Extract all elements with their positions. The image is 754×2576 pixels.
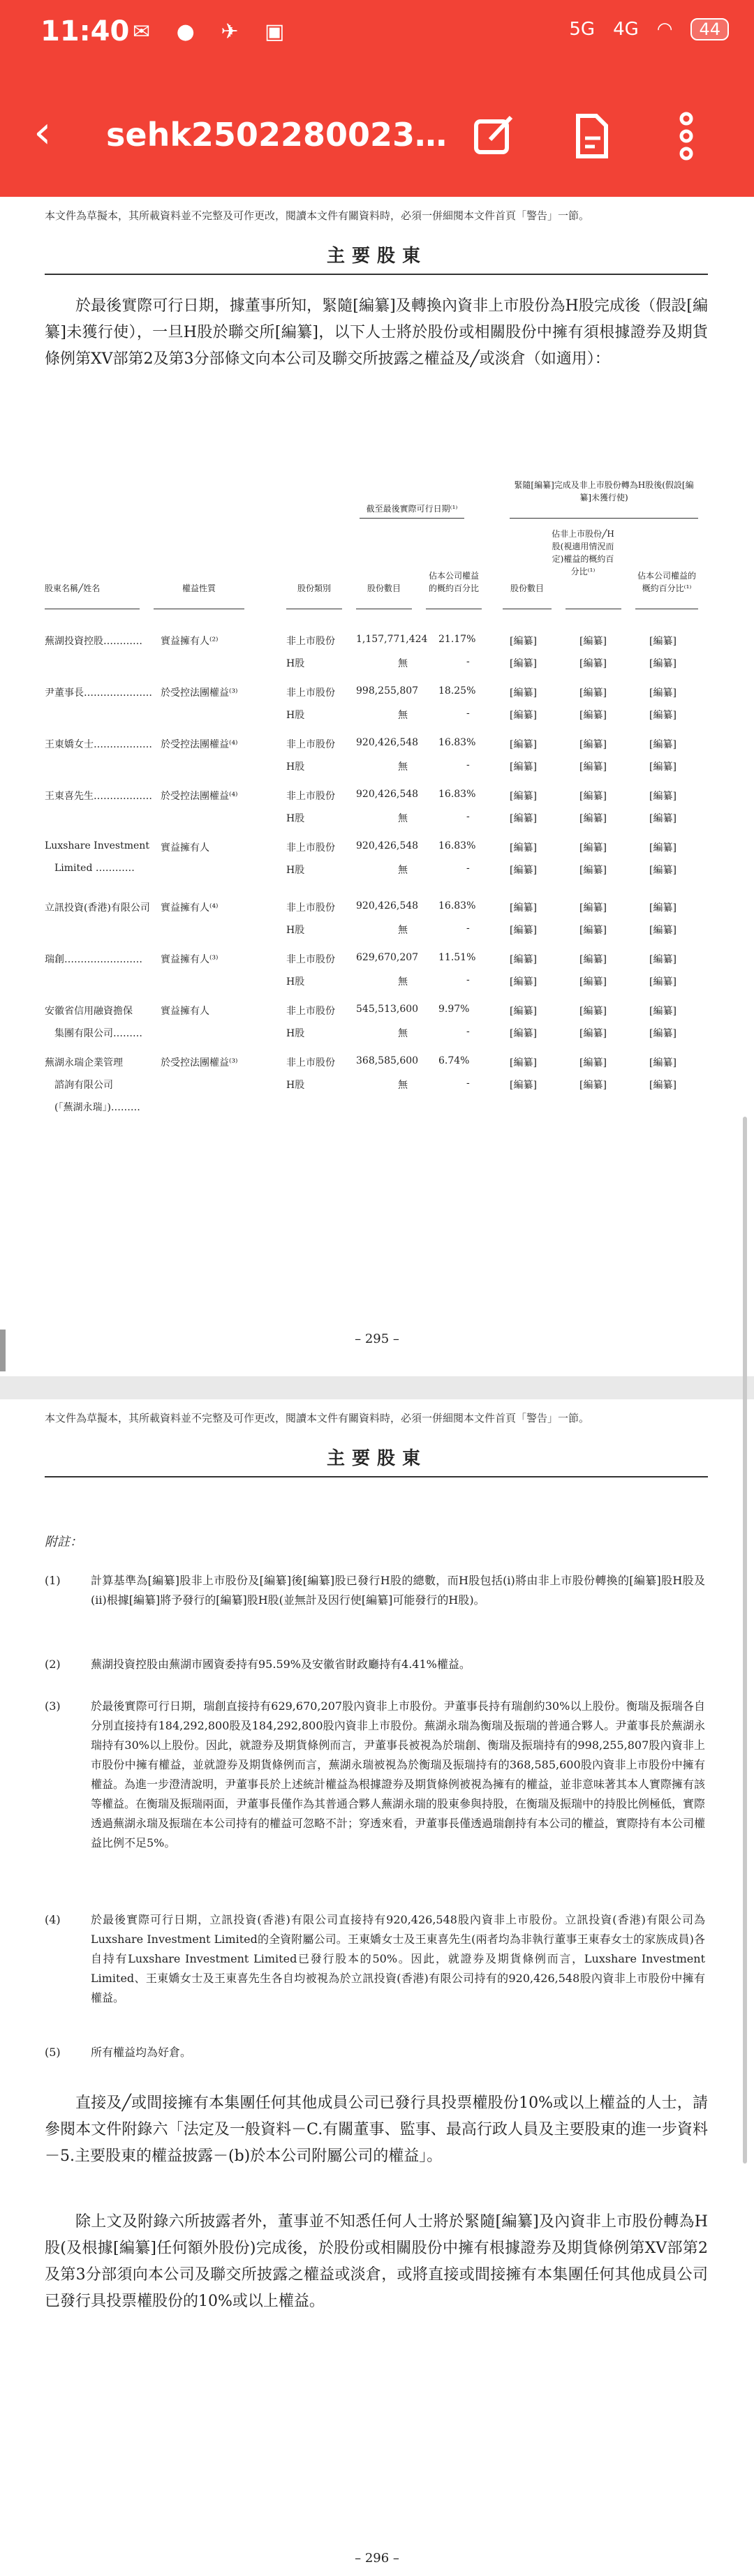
share-percentage: - bbox=[466, 863, 470, 874]
redacted-value: [編纂] bbox=[579, 925, 607, 936]
redacted-value: [編纂] bbox=[649, 636, 677, 647]
document-page-296 bbox=[0, 1399, 754, 2576]
redacted-value: [編纂] bbox=[579, 813, 607, 824]
share-count: 920,426,548 bbox=[356, 789, 419, 800]
redacted-value: [編纂] bbox=[649, 1057, 677, 1069]
header-rule bbox=[360, 518, 464, 519]
app-header bbox=[0, 0, 754, 197]
share-class: H股 bbox=[286, 710, 305, 721]
share-class: 非上市股份 bbox=[286, 902, 335, 914]
draft-warning: 本文件為草擬本，其所載資料並不完整及可作更改，閱讀本文件有關資料時，必須一併細閱本文件首頁「警告」一節。 bbox=[45, 209, 590, 222]
status-time: 11:40 bbox=[40, 15, 130, 47]
shareholder-name: 諮詢有限公司 bbox=[54, 1080, 113, 1091]
share-count: 998,255,807 bbox=[356, 685, 419, 697]
redacted-value: [編纂] bbox=[579, 636, 607, 647]
redacted-value: [編纂] bbox=[579, 658, 607, 669]
section-title: 主要股東 bbox=[326, 1448, 427, 1469]
share-count: 無 bbox=[398, 1028, 408, 1039]
share-percentage: - bbox=[466, 1078, 470, 1089]
notification-icons: ✉ ● ✈ ▣ bbox=[133, 20, 295, 44]
paragraph-interests: 直接及╱或間接擁有本集團任何其他成員公司已發行具投票權股份10%或以上權益的人士，請參閱本文件附錄六「法定及一般資料－C.有關董事、監事、最高行政人員及主要股東的進一步資料－5.主要股東的權益披露－(b)於本公司附屬公司的權益」。 bbox=[45, 2094, 708, 2165]
note-number: (2) bbox=[45, 1658, 61, 1671]
share-percentage: 16.83% bbox=[438, 900, 476, 911]
header-rule bbox=[510, 518, 698, 519]
redacted-value: [編纂] bbox=[579, 687, 607, 699]
redacted-value: [編纂] bbox=[579, 902, 607, 914]
redacted-value: [編纂] bbox=[649, 902, 677, 914]
redacted-value: [編纂] bbox=[510, 813, 537, 824]
document-page-295 bbox=[0, 197, 754, 1376]
note-text: 於最後實際可行日期，立訊投資(香港)有限公司直接持有920,426,548股內資非上市股份。立訊投資(香港)有限公司為Luxshare Investment Limited的全資附屬公司。王東嬌女士及王東喜先生(兩者均為非執行董事王東春女士的家族成員)各自持有Luxshare Investment Limited已發行股本的50%。因此，就證券及期貨條例而言，Luxshare Investment Limited、王東嬌女士及王東喜先生各自均被視為於立訊投資(香港)有限公司持有的920,426,548股內資非上市股份中擁有權益。 bbox=[91, 1913, 705, 2004]
app-bar bbox=[0, 98, 754, 174]
redacted-value: [編纂] bbox=[649, 791, 677, 802]
redacted-value: [編纂] bbox=[510, 1057, 537, 1069]
share-count: 無 bbox=[398, 976, 408, 988]
shareholder-name: 王東喜先生……………… bbox=[45, 791, 152, 802]
share-percentage: 11.51% bbox=[438, 952, 476, 963]
share-count: 368,585,600 bbox=[356, 1055, 419, 1066]
title-rule bbox=[45, 1476, 708, 1477]
share-class: 非上市股份 bbox=[286, 791, 335, 802]
share-class: 非上市股份 bbox=[286, 1006, 335, 1017]
redacted-value: [編纂] bbox=[510, 739, 537, 750]
redacted-value: [編纂] bbox=[510, 791, 537, 802]
redacted-value: [編纂] bbox=[579, 1006, 607, 1017]
intro-paragraph: 於最後實際可行日期，據董事所知，緊隨[編纂]及轉換內資非上市股份為H股完成後（假設[編纂]未獲行使），一旦H股於聯交所[編纂]，以下人士將於股份或相關股份中擁有須根據證券及期貨條例第XV部第2及第3分部條文向本公司及聯交所披露之權益及╱或淡倉（如適用）： bbox=[45, 297, 708, 368]
redacted-value: [編纂] bbox=[579, 842, 607, 854]
share-count: 無 bbox=[398, 1080, 408, 1091]
note-text: 所有權益均為好倉。 bbox=[91, 2046, 192, 2059]
network-5g-icon: 5G bbox=[569, 19, 596, 40]
shareholder-name: 王東嬌女士……………… bbox=[45, 739, 152, 750]
redacted-value: [編纂] bbox=[579, 1028, 607, 1039]
share-count: 無 bbox=[398, 925, 408, 936]
share-class: H股 bbox=[286, 976, 305, 988]
redacted-value: [編纂] bbox=[649, 710, 677, 721]
redacted-value: [編纂] bbox=[510, 842, 537, 854]
redacted-value: [編纂] bbox=[579, 865, 607, 876]
battery-icon: 44 bbox=[690, 18, 729, 40]
share-class: 非上市股份 bbox=[286, 954, 335, 965]
back-arrow-icon[interactable]: ‹ bbox=[34, 107, 52, 158]
share-count: 無 bbox=[398, 865, 408, 876]
section-title: 主要股東 bbox=[326, 246, 427, 267]
redacted-value: [編纂] bbox=[510, 761, 537, 773]
interest-nature: 於受控法團權益⁽⁴⁾ bbox=[161, 791, 238, 802]
note-text: 於最後實際可行日期，瑞創直接持有629,670,207股內資非上市股份。尹董事長持有瑞創約30%以上股份。衡瑞及振瑞各自分別直接持有184,292,800股及184,292,800股內資非上市股份。蕪湖永瑞為衡瑞及振瑞的普通合夥人。尹董事長於蕪湖永瑞持有30%以上股份。因此，就證券及期貨條例而言，尹董事長被視為於瑞創、衡瑞及振瑞持有的998,255,807股內資非上市股份中擁有權益，並就證券及期貨條例而言，蕪湖永瑞被視為於衡瑞及振瑞持有的368,585,600股內資非上市股份中擁有權益。為進一步澄清說明，尹董事長於上述統計權益為根據證券及期貨條例被視為擁有的權益，並非意味著其本人實際擁有該等權益。在衡瑞及振瑞兩面，尹董事長僅作為其普通合夥人蕪湖永瑞的股東參與持股，在衡瑞及振瑞中的持股比例極低，實際透過蕪湖永瑞及振瑞在本公司持有的權益可忽略不計；穿透來看，尹董事長僅透過瑞創持有本公司的權益，實際持有本公司權益比例不足5%。 bbox=[91, 1699, 706, 1849]
col-pct2-header: 佔本公司權益的概約百分比⁽¹⁾ bbox=[637, 571, 696, 593]
share-class: 非上市股份 bbox=[286, 739, 335, 750]
share-count: 無 bbox=[398, 761, 408, 773]
redacted-value: [編纂] bbox=[649, 954, 677, 965]
share-class: 非上市股份 bbox=[286, 1057, 335, 1069]
redacted-value: [編纂] bbox=[510, 954, 537, 965]
interest-nature: 實益擁有人⁽⁴⁾ bbox=[161, 902, 219, 914]
share-class: H股 bbox=[286, 865, 305, 876]
redacted-value: [編纂] bbox=[510, 902, 537, 914]
status-bar bbox=[0, 0, 754, 67]
redacted-value: [編纂] bbox=[649, 687, 677, 699]
interest-nature: 實益擁有人 bbox=[161, 842, 209, 854]
share-percentage: - bbox=[466, 811, 470, 822]
shareholder-name: 集團有限公司……… bbox=[54, 1028, 142, 1039]
redacted-value: [編纂] bbox=[649, 865, 677, 876]
redacted-value: [編纂] bbox=[510, 710, 537, 721]
redacted-value: [編纂] bbox=[510, 925, 537, 936]
interest-nature: 實益擁有人⁽³⁾ bbox=[161, 954, 219, 965]
share-percentage: 9.97% bbox=[438, 1004, 470, 1015]
share-count: 920,426,548 bbox=[356, 900, 419, 911]
redacted-value: [編纂] bbox=[579, 976, 607, 988]
draft-warning: 本文件為草擬本，其所載資料並不完整及可作更改，閱讀本文件有關資料時，必須一併細閱本文件首頁「警告」一節。 bbox=[45, 1412, 590, 1424]
share-count: 1,157,771,424 bbox=[356, 634, 428, 645]
note-number: (1) bbox=[45, 1574, 61, 1587]
share-percentage: 16.83% bbox=[438, 840, 476, 851]
redacted-value: [編纂] bbox=[510, 1080, 537, 1091]
redacted-value: [編纂] bbox=[649, 761, 677, 773]
interest-nature: 於受控法團權益⁽³⁾ bbox=[161, 687, 238, 699]
share-percentage: - bbox=[466, 708, 470, 719]
document-title: sehk2502280023… bbox=[106, 116, 447, 154]
shareholder-name: 安徽省信用融資擔保 bbox=[45, 1006, 133, 1017]
redacted-value: [編纂] bbox=[579, 710, 607, 721]
shareholder-name: (「蕪湖永瑞」)……… bbox=[54, 1102, 140, 1113]
note-text: 計算基準為[編纂]股非上市股份及[編纂]後[編纂]股已發行H股的總數，而H股包括(i)將由非上市股份轉換的[編纂]股H股及(ii)根據[編纂]將予發行的[編纂]股H股(並無計及因行使[編纂]可能發行的H股)。 bbox=[91, 1574, 705, 1607]
redacted-value: [編纂] bbox=[510, 687, 537, 699]
share-class: H股 bbox=[286, 658, 305, 669]
redacted-value: [編纂] bbox=[649, 842, 677, 854]
redacted-value: [編纂] bbox=[510, 976, 537, 988]
redacted-value: [編纂] bbox=[579, 1057, 607, 1069]
page-number: – 296 – bbox=[355, 2551, 399, 2566]
note-number: (4) bbox=[45, 1913, 61, 1926]
share-class: 非上市股份 bbox=[286, 842, 335, 854]
interest-nature: 於受控法團權益⁽⁴⁾ bbox=[161, 739, 238, 750]
redacted-value: [編纂] bbox=[510, 1028, 537, 1039]
redacted-value: [編纂] bbox=[579, 761, 607, 773]
share-class: H股 bbox=[286, 813, 305, 824]
document-icon[interactable] bbox=[567, 112, 616, 161]
header-group2-sub: 佔非上市股份╱H股(視適用情況而定)權益的概約百分比⁽¹⁾ bbox=[552, 529, 614, 576]
network-4g-icon: 4G bbox=[613, 19, 639, 40]
share-percentage: - bbox=[466, 974, 470, 985]
note-number: (3) bbox=[45, 1699, 61, 1713]
col-class-header: 股份類別 bbox=[297, 583, 331, 593]
note-text: 蕪湖投資控股由蕪湖市國資委持有95.59%及安徽省財政廳持有4.41%權益。 bbox=[91, 1658, 471, 1671]
shareholder-name: Luxshare Investment bbox=[45, 840, 149, 851]
share-count: 無 bbox=[398, 658, 408, 669]
header-group2: 緊隨[編纂]完成及非上市股份轉為H股後(假設[編纂]未獲行使) bbox=[514, 480, 694, 502]
share-class: H股 bbox=[286, 925, 305, 936]
share-percentage: - bbox=[466, 923, 470, 934]
col-shares2-header: 股份數目 bbox=[510, 583, 544, 593]
redacted-value: [編纂] bbox=[649, 739, 677, 750]
interest-nature: 於受控法團權益⁽³⁾ bbox=[161, 1057, 238, 1069]
share-percentage: 16.83% bbox=[438, 789, 476, 800]
shareholder-name: 蕪湖投資控股………… bbox=[45, 636, 142, 647]
redacted-value: [編纂] bbox=[649, 1080, 677, 1091]
notes-label: 附註： bbox=[45, 1535, 82, 1549]
shareholder-name: 立訊投資(香港)有限公司 bbox=[45, 902, 150, 914]
redacted-value: [編纂] bbox=[510, 658, 537, 669]
redacted-value: [編纂] bbox=[649, 925, 677, 936]
share-percentage: - bbox=[466, 656, 470, 667]
col-pct-header: 佔本公司權益的概約百分比 bbox=[428, 571, 479, 593]
redacted-value: [編纂] bbox=[510, 636, 537, 647]
share-count: 無 bbox=[398, 813, 408, 824]
share-class: H股 bbox=[286, 1080, 305, 1091]
interest-nature: 實益擁有人⁽²⁾ bbox=[161, 636, 219, 647]
title-rule bbox=[45, 274, 708, 275]
redacted-value: [編纂] bbox=[579, 1080, 607, 1091]
redacted-value: [編纂] bbox=[510, 865, 537, 876]
col-name-header: 股東名稱╱姓名 bbox=[45, 583, 101, 593]
redacted-value: [編纂] bbox=[579, 791, 607, 802]
page-gap bbox=[0, 1376, 754, 1399]
share-class: 非上市股份 bbox=[286, 636, 335, 647]
redacted-value: [編纂] bbox=[510, 1006, 537, 1017]
shareholder-name: Limited ………… bbox=[54, 863, 135, 874]
scrollbar[interactable] bbox=[743, 1117, 747, 2164]
share-class: H股 bbox=[286, 761, 305, 773]
edit-icon[interactable] bbox=[469, 112, 518, 161]
redacted-value: [編纂] bbox=[649, 1006, 677, 1017]
share-class: 非上市股份 bbox=[286, 687, 335, 699]
wifi-icon: ◠ bbox=[656, 19, 673, 40]
share-percentage: 16.83% bbox=[438, 737, 476, 748]
shareholder-name: 尹董事長………………… bbox=[45, 687, 152, 699]
redacted-value: [編纂] bbox=[649, 1028, 677, 1039]
share-count: 無 bbox=[398, 710, 408, 721]
share-count: 545,513,600 bbox=[356, 1004, 419, 1015]
share-percentage: 6.74% bbox=[438, 1055, 470, 1066]
redacted-value: [編纂] bbox=[579, 739, 607, 750]
col-nature-header: 權益性質 bbox=[182, 583, 216, 593]
interest-nature: 實益擁有人 bbox=[161, 1006, 209, 1017]
share-percentage: - bbox=[466, 1026, 470, 1037]
more-menu-icon[interactable] bbox=[662, 112, 711, 161]
shareholder-name: 蕪湖永瑞企業管理 bbox=[45, 1057, 123, 1069]
share-count: 920,426,548 bbox=[356, 840, 419, 851]
redacted-value: [編纂] bbox=[649, 976, 677, 988]
redacted-value: [編纂] bbox=[649, 658, 677, 669]
col-shares-header: 股份數目 bbox=[367, 583, 401, 593]
redacted-value: [編纂] bbox=[649, 813, 677, 824]
paragraph-disclosure: 除上文及附錄六所披露者外，董事並不知悉任何人士將於緊隨[編纂]及內資非上市股份轉為H股(及根據[編纂]任何額外股份)完成後，於股份或相關股份中擁有根據證券及期貨條例第XV部第2及第3分部須向本公司及聯交所披露之權益或淡倉，或將直接或間接擁有本集團任何其他成員公司已發行具投票權股份的10%或以上權益。 bbox=[45, 2213, 708, 2310]
note-number: (5) bbox=[45, 2046, 61, 2059]
share-class: H股 bbox=[286, 1028, 305, 1039]
header-group1: 截至最後實際可行日期⁽¹⁾ bbox=[366, 504, 458, 514]
share-percentage: 21.17% bbox=[438, 634, 476, 645]
share-percentage: - bbox=[466, 759, 470, 770]
share-count: 629,670,207 bbox=[356, 952, 419, 963]
shareholder-name: 瑞創…………………… bbox=[45, 954, 142, 965]
scroll-position-marker bbox=[0, 1330, 6, 1371]
redacted-value: [編纂] bbox=[579, 954, 607, 965]
status-right bbox=[569, 18, 729, 40]
share-count: 920,426,548 bbox=[356, 737, 419, 748]
share-percentage: 18.25% bbox=[438, 685, 476, 697]
page-number: – 295 – bbox=[355, 1332, 399, 1346]
